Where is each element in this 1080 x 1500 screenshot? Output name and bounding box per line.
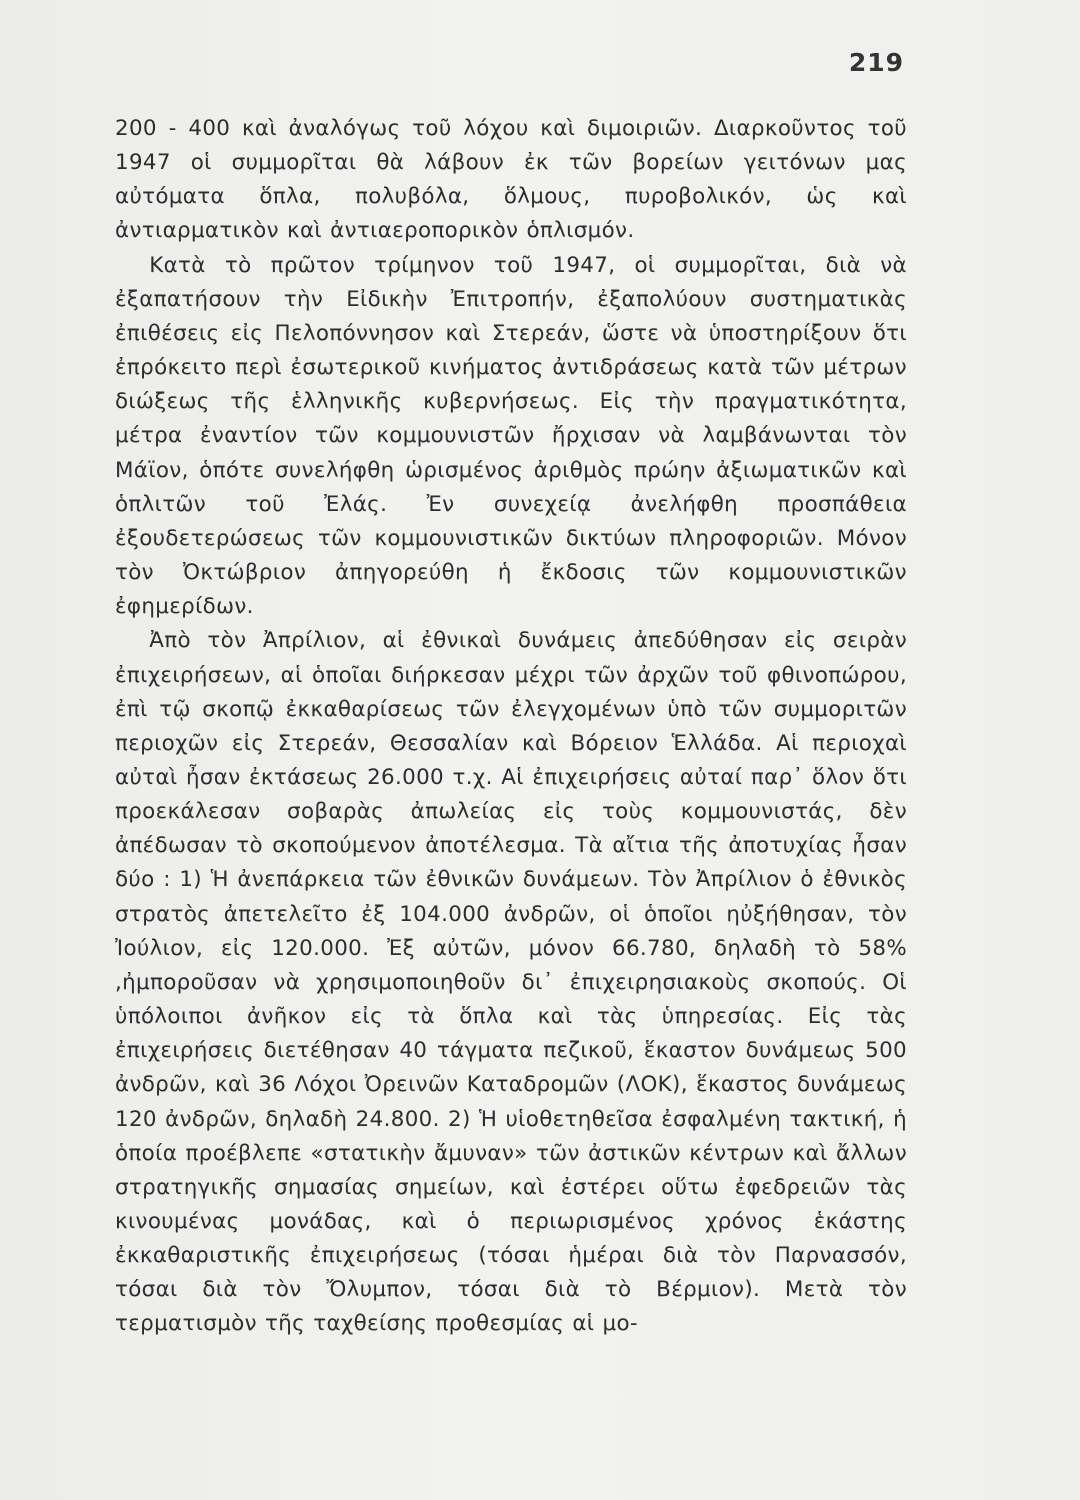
- page-number: 219: [848, 48, 904, 77]
- paragraph-2: Κατὰ τὸ πρῶτον τρίμηνον τοῦ 1947, οἱ συμμορῖται, διὰ νὰ ἐξαπατήσουν τὴν Εἰδικὴν Ἐπιτροπήν, ἐξαπολύουν συστηματικὰς ἐπιθέσεις εἰς Πελοπόννησον καὶ Στερεάν, ὥστε νὰ ὑποστηρίξουν ὅτι ἐπρόκειτο περὶ ἐσωτερικοῦ κινήματος ἀντιδράσεως κατὰ τῶν μέτρων διώξεως τῆς ἑλληνικῆς κυβερνήσεως. Εἰς τὴν πραγματικότητα, μέτρα ἐναντίον τῶν κομμουνιστῶν ἤρχισαν νὰ λαμβάνωνται τὸν Μάϊον, ὁπότε συνελήφθη ὡρισμένος ἀριθμὸς πρώην ἀξιωματικῶν καὶ ὁπλιτῶν τοῦ Ἐλάς. Ἐν συνεχείᾳ ἀνελήφθη προσπάθεια ἐξουδετερώσεως τῶν κομμουνιστικῶν δικτύων πληροφοριῶν. Μόνον τὸν Ὀκτώβριον ἀπηγορεύθη ἡ ἔκδοσις τῶν κομμουνιστικῶν ἐφημερίδων.: [115, 252, 907, 620]
- paragraph-1: 200 - 400 καὶ ἀναλόγως τοῦ λόχου καὶ διμοιριῶν. Διαρκοῦντος τοῦ 1947 οἱ συμμορῖται θὰ λάβουν ἐκ τῶν βορείων γειτόνων μας αὐτόματα ὅπλα, πολυβόλα, ὅλμους, πυροβολικόν, ὡς καὶ ἀντιαρματικὸν καὶ ἀντιαεροπορικὸν ὁπλισμόν.: [115, 116, 907, 244]
- body-text: [115, 112, 907, 1342]
- paragraph-3: Ἀπὸ τὸν Ἀπρίλιον, αἱ ἐθνικαὶ δυνάμεις ἀπεδύθησαν εἰς σειρὰν ἐπιχειρήσεων, αἱ ὁποῖαι διήρκεσαν μέχρι τῶν ἀρχῶν τοῦ φθινοπώρου, ἐπὶ τῷ σκοπῷ ἐκκαθαρίσεως τῶν ἐλεγχομένων ὑπὸ τῶν συμμοριτῶν περιοχῶν εἰς Στερεάν, Θεσσαλίαν καὶ Βόρειον Ἑλλάδα. Αἱ περιοχαὶ αὐταὶ ἦσαν ἐκτάσεως 26.000 τ.χ. Αἱ ἐπιχειρήσεις αὐταί παρ᾽ ὅλον ὅτι προεκάλεσαν σοβαρὰς ἀπωλείας εἰς τοὺς κομμουνιστάς, δὲν ἀπέδωσαν τὸ σκοπούμενον ἀποτέλεσμα. Τὰ αἴτια τῆς ἀποτυχίας ἦσαν δύο : 1) Ἡ ἀνεπάρκεια τῶν ἐθνικῶν δυνάμεων. Τὸν Ἀπρίλιον ὁ ἐθνικὸς στρατὸς ἀπετελεῖτο ἐξ 104.000 ἀνδρῶν, οἱ ὁποῖοι ηὐξήθησαν, τὸν Ἰούλιον, εἰς 120.000. Ἐξ αὐτῶν, μόνον 66.780, δηλαδὴ τὸ 58% ,ἠμποροῦσαν νὰ χρησιμοποιηθοῦν δι᾽ ἐπιχειρησιακοὺς σκοπούς. Οἱ ὑπόλοιποι ἀνῆκον εἰς τὰ ὅπλα καὶ τὰς ὑπηρεσίας. Εἰς τὰς ἐπιχειρήσεις διετέθησαν 40 τάγματα πεζικοῦ, ἕκαστον δυνάμεως 500 ἀνδρῶν, καὶ 36 Λόχοι Ὀρεινῶν Καταδρομῶν (ΛΟΚ), ἕκαστος δυνάμεως 120 ἀνδρῶν, δηλαδὴ 24.800. 2) Ἡ υἱοθετηθεῖσα ἐσφαλμένη τακτική, ἡ ὁποία προέβλεπε «στατικὴν ἄμυναν» τῶν ἀστικῶν κέντρων καὶ ἄλλων στρατηγικῆς σημασίας σημείων, καὶ ἐστέρει οὕτω ἐφεδρειῶν τὰς κινουμένας μονάδας, καὶ ὁ περιωρισμένος χρόνος ἑκάστης ἐκκαθαριστικῆς ἐπιχειρήσεως (τόσαι ἡμέραι διὰ τὸν Παρνασσόν, τόσαι διὰ τὸν Ὄλυμπον, τόσαι διὰ τὸ Βέρμιον). Μετὰ τὸν τερματισμὸν τῆς ταχθείσης προθεσμίας αἱ μο-: [115, 628, 907, 1337]
